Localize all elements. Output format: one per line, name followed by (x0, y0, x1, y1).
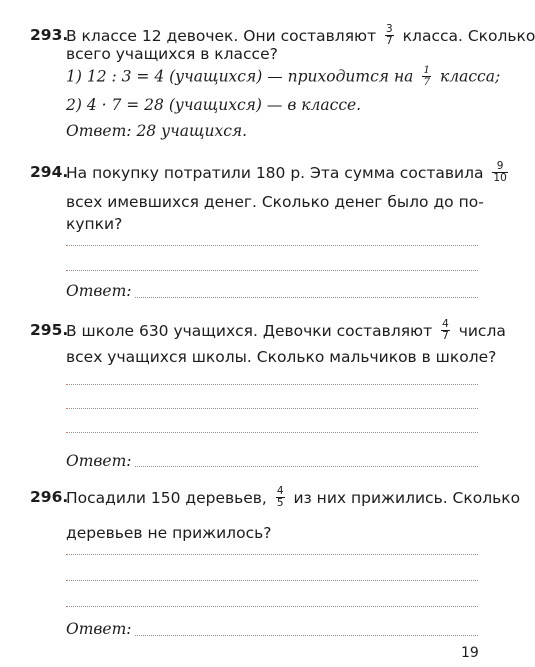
problem-text: числа (458, 322, 506, 340)
answer-write-line[interactable] (66, 384, 478, 385)
fraction-numerator: 9 (492, 161, 507, 173)
answer-write-line[interactable] (66, 606, 478, 607)
fraction (385, 24, 394, 47)
problem-text-line (66, 162, 512, 185)
fraction-numerator: 3 (386, 23, 393, 35)
answer-write-line[interactable] (66, 580, 478, 581)
answer-label: Ответ: (66, 282, 132, 300)
answer-field[interactable] (135, 635, 478, 636)
solution-step-2: 2) 4 · 7 = 28 (учащихся) — в классе. (66, 96, 362, 114)
fraction (441, 319, 450, 342)
answer-write-line[interactable] (66, 432, 478, 433)
answer-write-line[interactable] (66, 270, 478, 271)
fraction-denominator: 5 (276, 497, 284, 509)
problem-text: всех имевшихся денег. Сколько денег было до по- (66, 193, 484, 211)
problem-text: класса. Сколько (402, 27, 535, 45)
answer-label: Ответ: (66, 620, 132, 638)
problem-text: всех учащихся школы. Сколько мальчиков в школе? (66, 348, 497, 366)
problem-number: 296. (30, 488, 69, 506)
fraction-numerator: 4 (276, 485, 284, 497)
solution-text: класса; (439, 67, 501, 86)
problem-text: всего учащихся в классе? (66, 45, 278, 63)
page-number: 19 (461, 645, 479, 661)
problem-text: деревьев не прижилось? (66, 524, 272, 542)
fraction-numerator: 4 (442, 318, 449, 330)
problem-text: Посадили 150 деревьев, (66, 489, 267, 507)
fraction-denominator: 10 (493, 172, 507, 184)
problem-text-line (66, 320, 506, 343)
fraction (492, 161, 507, 184)
problem-text-line (66, 487, 520, 510)
answer-write-line[interactable] (66, 408, 478, 409)
problem-text: купки? (66, 215, 123, 233)
answer-write-line[interactable] (66, 245, 478, 246)
solution-step-1 (66, 66, 500, 89)
solution-answer: Ответ: 28 учащихся. (66, 122, 248, 140)
problem-number: 294. (30, 163, 69, 181)
problem-text: В классе 12 девочек. Они составляют (66, 27, 377, 45)
answer-field[interactable] (135, 297, 478, 298)
problem-number: 295. (30, 321, 69, 339)
answer-field[interactable] (135, 466, 478, 467)
fraction (422, 65, 431, 88)
problem-text: На покупку потратили 180 р. Эта сумма составила (66, 164, 484, 182)
answer-write-line[interactable] (66, 554, 478, 555)
fraction-numerator: 1 (423, 64, 431, 76)
fraction (276, 486, 285, 509)
problem-text: из них прижились. Сколько (293, 489, 521, 507)
fraction-denominator: 7 (442, 330, 449, 342)
fraction-denominator: 7 (386, 35, 393, 47)
answer-label: Ответ: (66, 452, 132, 470)
problem-text: В школе 630 учащихся. Девочки составляют (66, 322, 433, 340)
problem-number: 293. (30, 26, 69, 44)
solution-text: 1) 12 : 3 = 4 (учащихся) — приходится на (66, 67, 414, 86)
fraction-denominator: 7 (423, 76, 431, 88)
